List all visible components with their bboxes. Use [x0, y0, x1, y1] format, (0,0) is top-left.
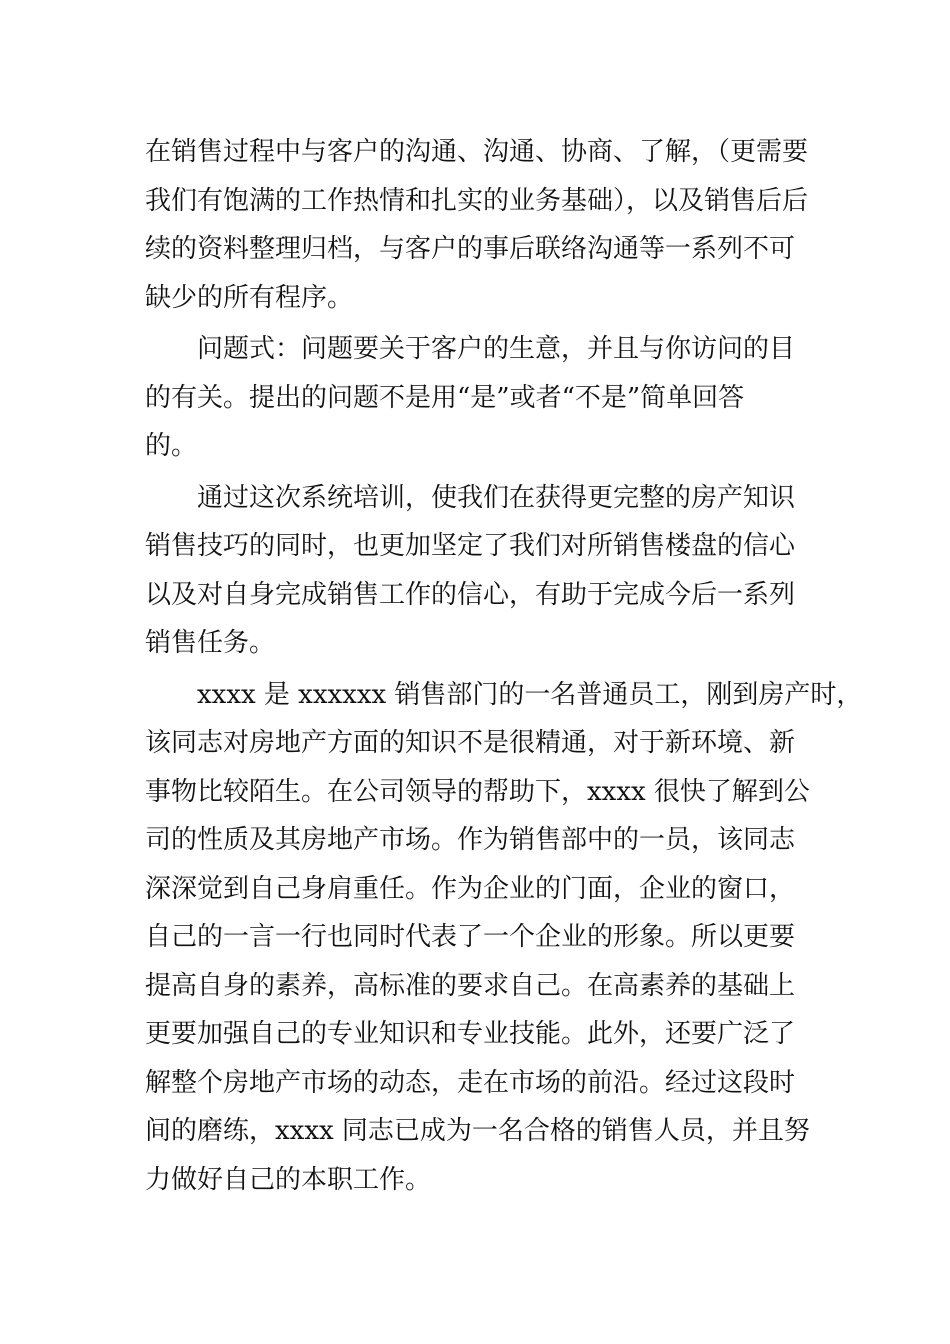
paragraph-line: 的有关。提出的问题不是用“是”或者“不是”简单回答: [145, 382, 745, 413]
paragraph-line: 在销售过程中与客户的沟通、沟通、协商、了解，（更需要: [145, 137, 809, 167]
paragraph-line: 销售技巧的同时，也更加坚定了我们对所销售楼盘的信心: [145, 531, 796, 561]
paragraph-line: 事物比较陌生。在公司领导的帮助下，xxxx 很快了解到公: [145, 776, 810, 807]
paragraph-line: 该同志对房地产方面的知识不是很精通，对于新环境、新: [145, 728, 796, 758]
paragraph-line: 我们有饱满的工作热情和扎实的业务基础），以及销售后后: [145, 185, 809, 216]
paragraph-line: 间的磨练，xxxx 同志已成为一名合格的销售人员，并且努: [145, 1116, 810, 1146]
paragraph-line: 以及对自身完成销售工作的信心，有助于完成今后一系列: [145, 579, 796, 610]
paragraph-1: [145, 128, 810, 322]
paragraph-line: 通过这次系统培训，使我们在获得更完整的房产知识: [197, 482, 796, 513]
paragraph-line: 更要加强自己的专业知识和专业技能。此外，还要广泛了: [145, 1019, 796, 1049]
paragraph-line: 自己的一言一行也同时代表了一个企业的形象。所以更要: [145, 922, 796, 952]
paragraph-line: xxxx 是 xxxxxx 销售部门的一名普通员工，刚到房产时，: [197, 679, 863, 710]
paragraph-line: 解整个房地产市场的动态，走在市场的前沿。经过这段时: [145, 1067, 796, 1098]
paragraph-line: 续的资料整理归档，与客户的事后联络沟通等一系列不可: [145, 234, 796, 264]
paragraph-line: 力做好自己的本职工作。: [145, 1164, 432, 1195]
document-body: [145, 128, 863, 1204]
paragraph-line: 司的性质及其房地产市场。作为销售部中的一员，该同志: [145, 825, 796, 855]
paragraph-line: 深深觉到自己身肩重任。作为企业的门面，企业的窗口，: [145, 873, 796, 904]
paragraph-line: 销售任务。: [145, 628, 276, 658]
paragraph-line: 缺少的所有程序。: [145, 282, 354, 313]
paragraph-line: 的。: [145, 431, 198, 461]
paragraph-line: 问题式：问题要关于客户的生意，并且与你访问的目: [197, 334, 796, 364]
paragraph-4: [145, 671, 863, 1205]
paragraph-2: [145, 325, 810, 471]
paragraph-3: [145, 474, 810, 668]
paragraph-line: 提高自身的素养，高标准的要求自己。在高素养的基础上: [145, 970, 796, 1001]
